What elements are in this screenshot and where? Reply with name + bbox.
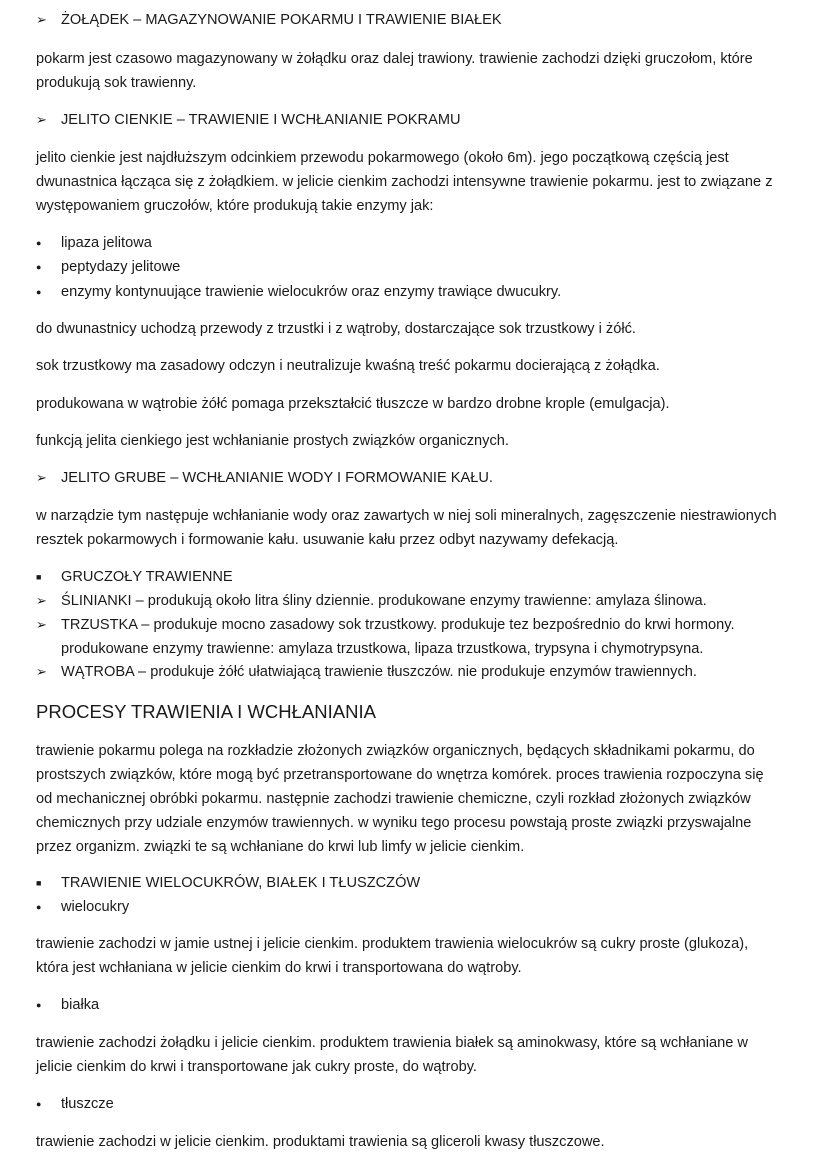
list-item <box>36 255 180 279</box>
paragraph-line: jelicie cienkim do krwi i transportowane jak cukry proste, do wątroby. <box>36 1059 477 1075</box>
bullet-icon: ● <box>36 902 42 912</box>
list-item-text: białka <box>61 997 100 1013</box>
paragraph-line: sok trzustkowy ma zasadowy odczyn i neutralizuje kwaśną treść pokarmu docierającą z żołądka. <box>36 358 660 374</box>
paragraph-line: występowaniem gruczołów, które produkują takie enzymy jak: <box>36 198 434 214</box>
paragraph-line: produkowana w wątrobie żółć pomaga przekształcić tłuszcze w bardzo drobne krople (emulgacja). <box>36 396 670 412</box>
bullet-icon: ● <box>36 287 42 297</box>
paragraph-line: trawienie zachodzi żołądku i jelicie cienkim. produktem trawienia białek są aminokwasy, które są wchłaniane w <box>36 1035 748 1051</box>
arrow-icon: ➢ <box>36 112 47 127</box>
square-bullet-icon: ■ <box>36 878 42 888</box>
list-item <box>36 280 561 304</box>
section-heading-procesy: PROCESY TRAWIENIA I WCHŁANIANIA <box>36 701 376 722</box>
paragraph-line: resztek pokarmowych i formowanie kału. usuwanie kału przez odbyt nazywamy defekacją. <box>36 532 619 548</box>
section-header-zoladek <box>36 8 502 32</box>
list-item-watroba <box>36 660 697 684</box>
paragraph-line: od mechanicznej obróbki pokarmu. następnie zachodzi trawienie chemiczne, czyli rozkład złożonych związków <box>36 791 751 807</box>
section-header-jelito-grube <box>36 466 493 490</box>
paragraph-line: chemicznych przy udziale enzymów trawiennych. w wyniku tego procesu powstają proste związki przyswajalne <box>36 815 752 831</box>
paragraph-line: w narządzie tym następuje wchłanianie wody oraz zawartych w niej soli mineralnych, zagęszczenie niestrawionych <box>36 508 777 524</box>
list-item-text: WĄTROBA – produkuje żółć ułatwiającą trawienie tłuszczów. nie produkuje enzymów trawiennych. <box>61 664 697 680</box>
paragraph-line: funkcją jelita cienkiego jest wchłanianie prostych związków organicznych. <box>36 433 509 449</box>
paragraph-line: przez organizm. związki te są wchłaniane do krwi lub limfy w jelicie cienkim. <box>36 839 525 855</box>
square-bullet-icon: ■ <box>36 572 42 582</box>
paragraph-line: do dwunastnicy uchodzą przewody z trzustki i z wątroby, dostarczające sok trzustkowy i żółć. <box>36 321 636 337</box>
arrow-icon: ➢ <box>36 470 47 485</box>
list-item-text: tłuszcze <box>61 1096 114 1112</box>
section-header-text: ŻOŁĄDEK – MAGAZYNOWANIE POKARMU I TRAWIENIE BIAŁEK <box>61 12 502 28</box>
section-header-text: GRUCZOŁY TRAWIENNE <box>61 569 233 585</box>
section-header-text: JELITO GRUBE – WCHŁANIANIE WODY I FORMOWANIE KAŁU. <box>61 470 493 486</box>
paragraph-line: trawienie pokarmu polega na rozkładzie złożonych związków organicznych, będących składnikami pokarmu, do <box>36 743 755 759</box>
bullet-icon: ● <box>36 1099 42 1109</box>
bullet-icon: ● <box>36 262 42 272</box>
list-item-text: enzymy kontynuujące trawienie wielocukrów oraz enzymy trawiące dwucukry. <box>61 284 562 300</box>
arrow-icon: ➢ <box>36 664 47 679</box>
list-item-wielocukry <box>36 895 129 919</box>
paragraph-line: pokarm jest czasowo magazynowany w żołądku oraz dalej trawiony. trawienie zachodzi dzięki gruczołom, które <box>36 51 753 67</box>
paragraph-line: trawienie zachodzi w jamie ustnej i jelicie cienkim. produktem trawienia wielocukrów są cukry proste (glukoza), <box>36 936 749 952</box>
list-item-slinianki <box>36 589 707 613</box>
arrow-icon: ➢ <box>36 12 47 27</box>
paragraph-line: produkują sok trawienny. <box>36 75 197 91</box>
list-item-bialka <box>36 993 99 1017</box>
list-item-text: ŚLINIANKI – produkują około litra śliny dziennie. produkowane enzymy trawienne: amylaza ślinowa. <box>61 593 707 609</box>
paragraph-line: dwunastnica łącząca się z żołądkiem. w jelicie cienkim zachodzi intensywne trawienie pokarmu. jest to związane z <box>36 174 773 190</box>
arrow-icon: ➢ <box>36 617 47 632</box>
bullet-icon: ● <box>36 238 42 248</box>
section-header-gruczoly <box>36 565 233 589</box>
list-item-continuation: produkowane enzymy trawienne: amylaza trzustkowa, lipaza trzustkowa, trypsyna i chymotrypsyna. <box>61 641 704 657</box>
list-item-text: peptydazy jelitowe <box>61 259 181 275</box>
paragraph-line: trawienie zachodzi w jelicie cienkim. produktami trawienia są gliceroli kwasy tłuszczowe. <box>36 1134 605 1150</box>
sub-header-text: TRAWIENIE WIELOCUKRÓW, BIAŁEK I TŁUSZCZÓW <box>61 875 421 891</box>
paragraph-line: prostszych związków, które mogą być przetransportowane do wnętrza komórek. proces trawienia rozpoczyna się <box>36 767 764 783</box>
arrow-icon: ➢ <box>36 593 47 608</box>
section-header-jelito-cienkie <box>36 108 461 132</box>
section-header-text: JELITO CIENKIE – TRAWIENIE I WCHŁANIANIE POKRAMU <box>61 112 461 128</box>
bullet-icon: ● <box>36 1000 42 1010</box>
paragraph-line: jelito cienkie jest najdłuższym odcinkiem przewodu pokarmowego (około 6m). jego początkową częścią jest <box>36 150 729 166</box>
list-item-text: lipaza jelitowa <box>61 235 152 251</box>
list-item-text: TRZUSTKA – produkuje mocno zasadowy sok trzustkowy. produkuje tez bezpośrednio do krwi hormony. <box>61 617 735 633</box>
list-item-trzustka <box>36 613 735 637</box>
paragraph-line: która jest wchłaniana w jelicie cienkim do krwi i transportowana do wątroby. <box>36 960 522 976</box>
list-item <box>36 231 152 255</box>
list-item-tluszcze <box>36 1092 114 1116</box>
list-item-text: wielocukry <box>61 899 130 915</box>
sub-header-trawienie <box>36 871 420 895</box>
